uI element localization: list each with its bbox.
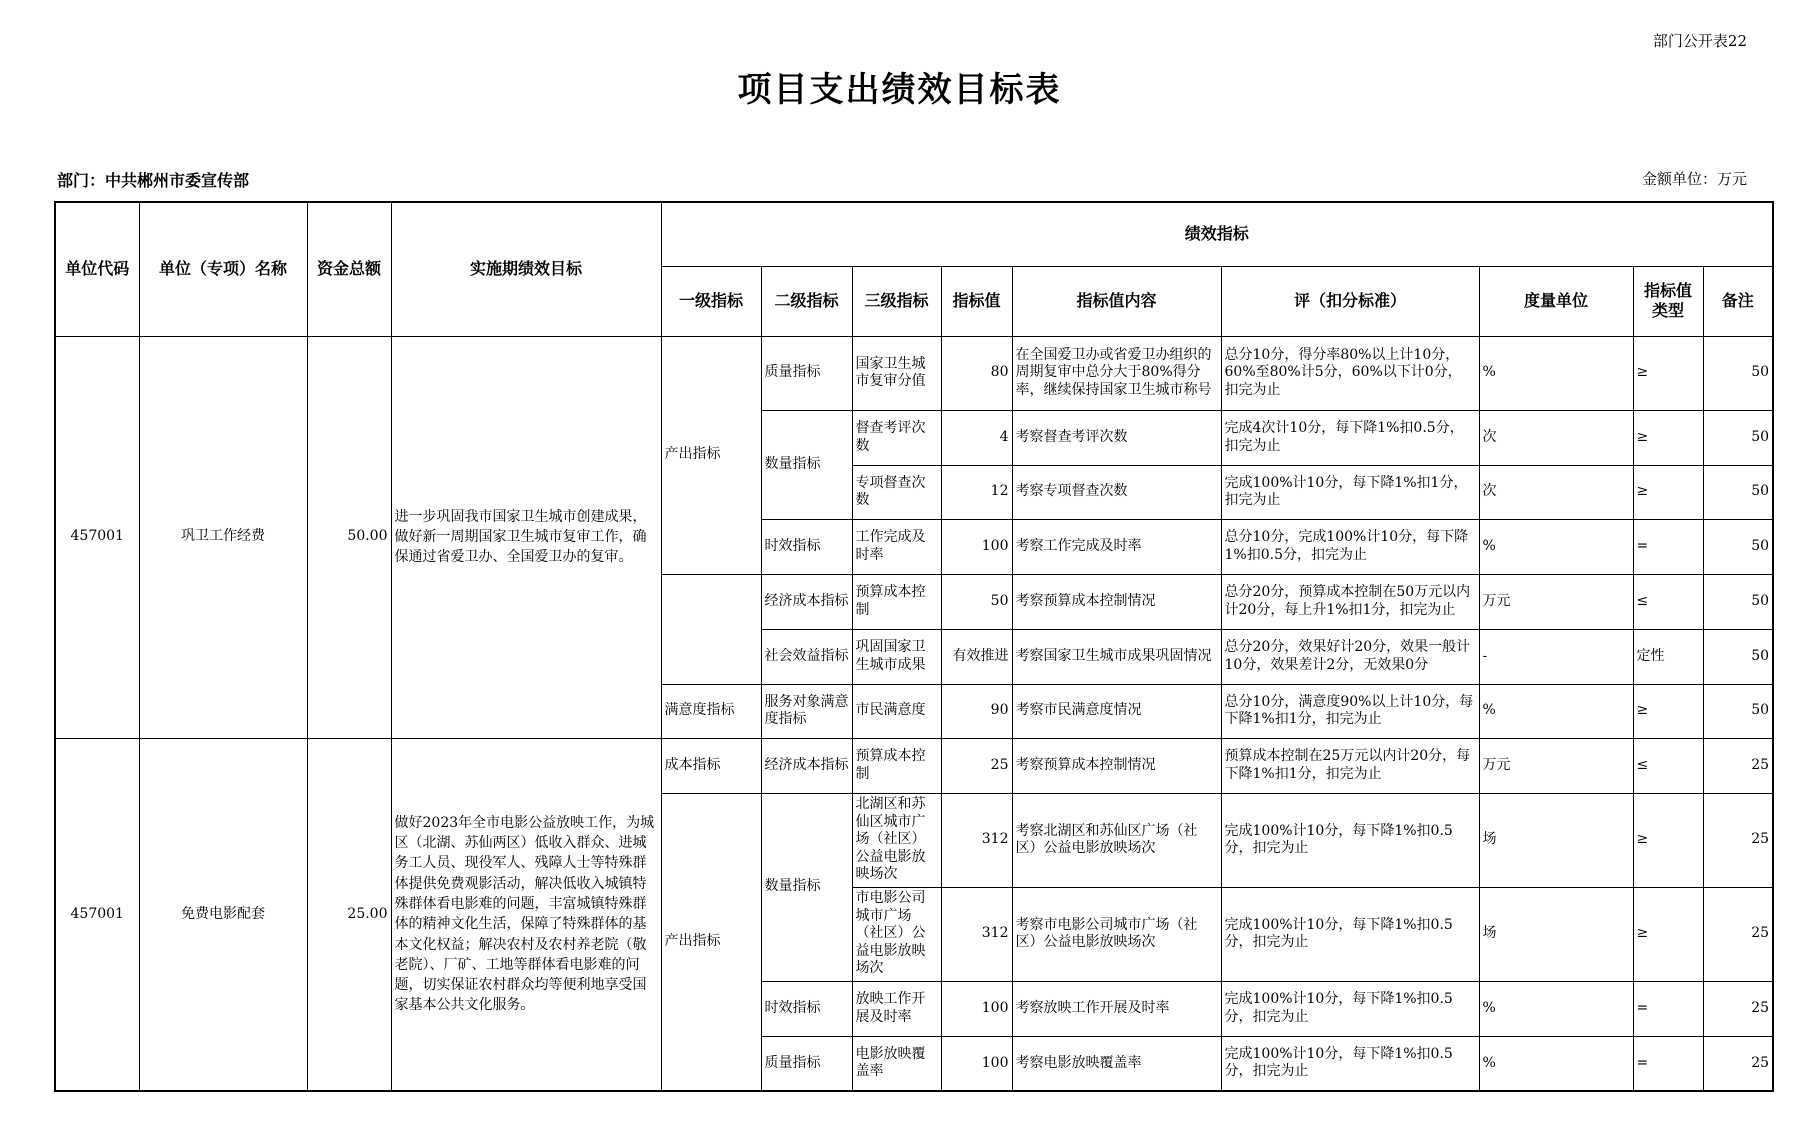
measure-unit-cell: %	[1479, 336, 1633, 410]
remark-cell: 25	[1703, 1036, 1773, 1091]
value-type-cell: =	[1633, 519, 1703, 574]
value-type-cell: ≥	[1633, 336, 1703, 410]
level3-cell: 北湖区和苏仙区城市广场（社区）公益电影放映场次	[852, 793, 941, 887]
level2-cell: 质量指标	[761, 336, 852, 410]
value-cell: 312	[941, 887, 1012, 981]
header-content: 指标值内容	[1012, 266, 1221, 336]
value-cell: 100	[941, 519, 1012, 574]
unit-name-cell: 巩卫工作经费	[139, 336, 307, 738]
level1-cell: 满意度指标	[661, 684, 761, 738]
value-type-cell: ≥	[1633, 887, 1703, 981]
value-cell: 有效推进	[941, 629, 1012, 684]
level3-cell: 国家卫生城市复审分值	[852, 336, 941, 410]
header-goal: 实施期绩效目标	[391, 202, 661, 336]
level3-cell: 督查考评次数	[852, 410, 941, 465]
content-cell: 考察市电影公司城市广场（社区）公益电影放映场次	[1012, 887, 1221, 981]
measure-unit-cell: 万元	[1479, 574, 1633, 629]
scoring-cell: 总分10分，得分率80%以上计10分，60%至80%计5分，60%以下计0分，扣完为止	[1221, 336, 1479, 410]
scoring-cell: 完成100%计10分，每下降1%扣0.5分，扣完为止	[1221, 887, 1479, 981]
level2-cell: 质量指标	[761, 1036, 852, 1091]
level2-cell: 社会效益指标	[761, 629, 852, 684]
header-level2: 二级指标	[761, 266, 852, 336]
header-value-type: 指标值类型	[1633, 266, 1703, 336]
remark-cell: 50	[1703, 629, 1773, 684]
value-type-cell: =	[1633, 981, 1703, 1036]
level3-cell: 预算成本控制	[852, 574, 941, 629]
measure-unit-cell: %	[1479, 981, 1633, 1036]
performance-table	[54, 201, 1774, 1092]
measure-unit-cell: 场	[1479, 887, 1633, 981]
goal-cell: 进一步巩固我市国家卫生城市创建成果，做好新一周期国家卫生城市复审工作，确保通过省爱卫办、全国爱卫办的复审。	[391, 336, 661, 738]
amount-cell: 25.00	[307, 738, 391, 1091]
scoring-cell: 总分20分，预算成本控制在50万元以内计20分，每上升1%扣1分，扣完为止	[1221, 574, 1479, 629]
scoring-cell: 完成100%计10分，每下降1%扣0.5分，扣完为止	[1221, 793, 1479, 887]
content-cell: 考察放映工作开展及时率	[1012, 981, 1221, 1036]
scoring-cell: 预算成本控制在25万元以内计20分，每下降1%扣1分，扣完为止	[1221, 738, 1479, 793]
measure-unit-cell: 次	[1479, 410, 1633, 465]
remark-cell: 50	[1703, 574, 1773, 629]
value-type-cell: ≤	[1633, 738, 1703, 793]
remark-cell: 25	[1703, 981, 1773, 1036]
content-cell: 考察专项督查次数	[1012, 465, 1221, 519]
value-type-cell: ≥	[1633, 684, 1703, 738]
measure-unit-cell: 万元	[1479, 738, 1633, 793]
level3-cell: 专项督查次数	[852, 465, 941, 519]
header-remark: 备注	[1703, 266, 1773, 336]
level3-cell: 放映工作开展及时率	[852, 981, 941, 1036]
value-cell: 25	[941, 738, 1012, 793]
value-cell: 90	[941, 684, 1012, 738]
level3-cell: 巩固国家卫生城市成果	[852, 629, 941, 684]
scoring-cell: 完成100%计10分，每下降1%扣0.5分，扣完为止	[1221, 1036, 1479, 1091]
unit-name-cell: 免费电影配套	[139, 738, 307, 1091]
scoring-cell: 完成100%计10分，每下降1%扣1分，扣完为止	[1221, 465, 1479, 519]
level3-cell: 市民满意度	[852, 684, 941, 738]
content-cell: 考察国家卫生城市成果巩固情况	[1012, 629, 1221, 684]
page-title: 项目支出绩效目标表	[737, 70, 1062, 110]
header-level3: 三级指标	[852, 266, 941, 336]
header-measure-unit: 度量单位	[1479, 266, 1633, 336]
remark-cell: 25	[1703, 793, 1773, 887]
level1-cell	[661, 574, 761, 684]
value-type-cell: ≥	[1633, 410, 1703, 465]
header-total-funds: 资金总额	[307, 202, 391, 336]
level2-cell: 经济成本指标	[761, 738, 852, 793]
value-cell: 50	[941, 574, 1012, 629]
header-unit-code: 单位代码	[55, 202, 139, 336]
content-cell: 考察电影放映覆盖率	[1012, 1036, 1221, 1091]
remark-cell: 50	[1703, 519, 1773, 574]
level1-cell: 产出指标	[661, 793, 761, 1091]
measure-unit-cell: 次	[1479, 465, 1633, 519]
header-value: 指标值	[941, 266, 1012, 336]
table-row	[55, 336, 1773, 410]
level2-cell: 数量指标	[761, 793, 852, 981]
remark-cell: 50	[1703, 684, 1773, 738]
content-cell: 考察预算成本控制情况	[1012, 574, 1221, 629]
remark-cell: 50	[1703, 465, 1773, 519]
level3-cell: 市电影公司城市广场（社区）公益电影放映场次	[852, 887, 941, 981]
content-cell: 考察督查考评次数	[1012, 410, 1221, 465]
value-type-cell: ≥	[1633, 793, 1703, 887]
header-scoring: 评（扣分标准）	[1221, 266, 1479, 336]
level2-cell: 时效指标	[761, 981, 852, 1036]
scoring-cell: 总分10分，完成100%计10分，每下降1%扣0.5分，扣完为止	[1221, 519, 1479, 574]
value-type-cell: ≥	[1633, 465, 1703, 519]
value-cell: 4	[941, 410, 1012, 465]
scoring-cell: 总分20分，效果好计20分，效果一般计10分，效果差计2分，无效果0分	[1221, 629, 1479, 684]
table-number-label: 部门公开表22	[1652, 32, 1747, 50]
content-cell: 在全国爱卫办或省爱卫办组织的周期复审中总分大于80%得分率，继续保持国家卫生城市称号	[1012, 336, 1221, 410]
scoring-cell: 完成100%计10分，每下降1%扣0.5分，扣完为止	[1221, 981, 1479, 1036]
level3-cell: 工作完成及时率	[852, 519, 941, 574]
table-row	[55, 738, 1773, 793]
level3-cell: 预算成本控制	[852, 738, 941, 793]
value-cell: 12	[941, 465, 1012, 519]
level2-cell: 时效指标	[761, 519, 852, 574]
measure-unit-cell: %	[1479, 519, 1633, 574]
scoring-cell: 完成4次计10分，每下降1%扣0.5分，扣完为止	[1221, 410, 1479, 465]
level2-cell: 服务对象满意度指标	[761, 684, 852, 738]
content-cell: 考察预算成本控制情况	[1012, 738, 1221, 793]
value-cell: 100	[941, 1036, 1012, 1091]
content-cell: 考察北湖区和苏仙区广场（社区）公益电影放映场次	[1012, 793, 1221, 887]
goal-cell: 做好2023年全市电影公益放映工作，为城区（北湖、苏仙两区）低收入群众、进城务工人员、现役军人、残障人士等特殊群体提供免费观影活动，解决低收入城镇特殊群体看电影难的问题，丰富城镇特殊群体的精神文化生活，保障了特殊群体的基本文化权益；解决农村及农村养老院（敬老院）、厂矿、工地等群体看电影难的问题，切实保证农村群众均等便利地享受国家基本公共文化服务。	[391, 738, 661, 1091]
remark-cell: 50	[1703, 410, 1773, 465]
remark-cell: 50	[1703, 336, 1773, 410]
remark-cell: 25	[1703, 738, 1773, 793]
value-cell: 80	[941, 336, 1012, 410]
level2-cell: 经济成本指标	[761, 574, 852, 629]
amount-cell: 50.00	[307, 336, 391, 738]
measure-unit-cell: 场	[1479, 793, 1633, 887]
unit-code-cell: 457001	[55, 738, 139, 1091]
header-indicators-group: 绩效指标	[661, 202, 1773, 266]
content-cell: 考察市民满意度情况	[1012, 684, 1221, 738]
level2-cell: 数量指标	[761, 410, 852, 519]
value-cell: 312	[941, 793, 1012, 887]
header-unit-name: 单位（专项）名称	[139, 202, 307, 336]
header-level1: 一级指标	[661, 266, 761, 336]
value-type-cell: 定性	[1633, 629, 1703, 684]
remark-cell: 25	[1703, 887, 1773, 981]
amount-unit-label: 金额单位：万元	[1641, 170, 1747, 188]
value-type-cell: ≤	[1633, 574, 1703, 629]
unit-code-cell: 457001	[55, 336, 139, 738]
measure-unit-cell: -	[1479, 629, 1633, 684]
measure-unit-cell: %	[1479, 1036, 1633, 1091]
value-type-cell: =	[1633, 1036, 1703, 1091]
value-cell: 100	[941, 981, 1012, 1036]
content-cell: 考察工作完成及时率	[1012, 519, 1221, 574]
scoring-cell: 总分10分，满意度90%以上计10分，每下降1%扣1分，扣完为止	[1221, 684, 1479, 738]
level1-cell: 产出指标	[661, 336, 761, 574]
department-label: 部门：中共郴州市委宣传部	[57, 171, 250, 190]
level1-cell: 成本指标	[661, 738, 761, 793]
level3-cell: 电影放映覆盖率	[852, 1036, 941, 1091]
measure-unit-cell: %	[1479, 684, 1633, 738]
